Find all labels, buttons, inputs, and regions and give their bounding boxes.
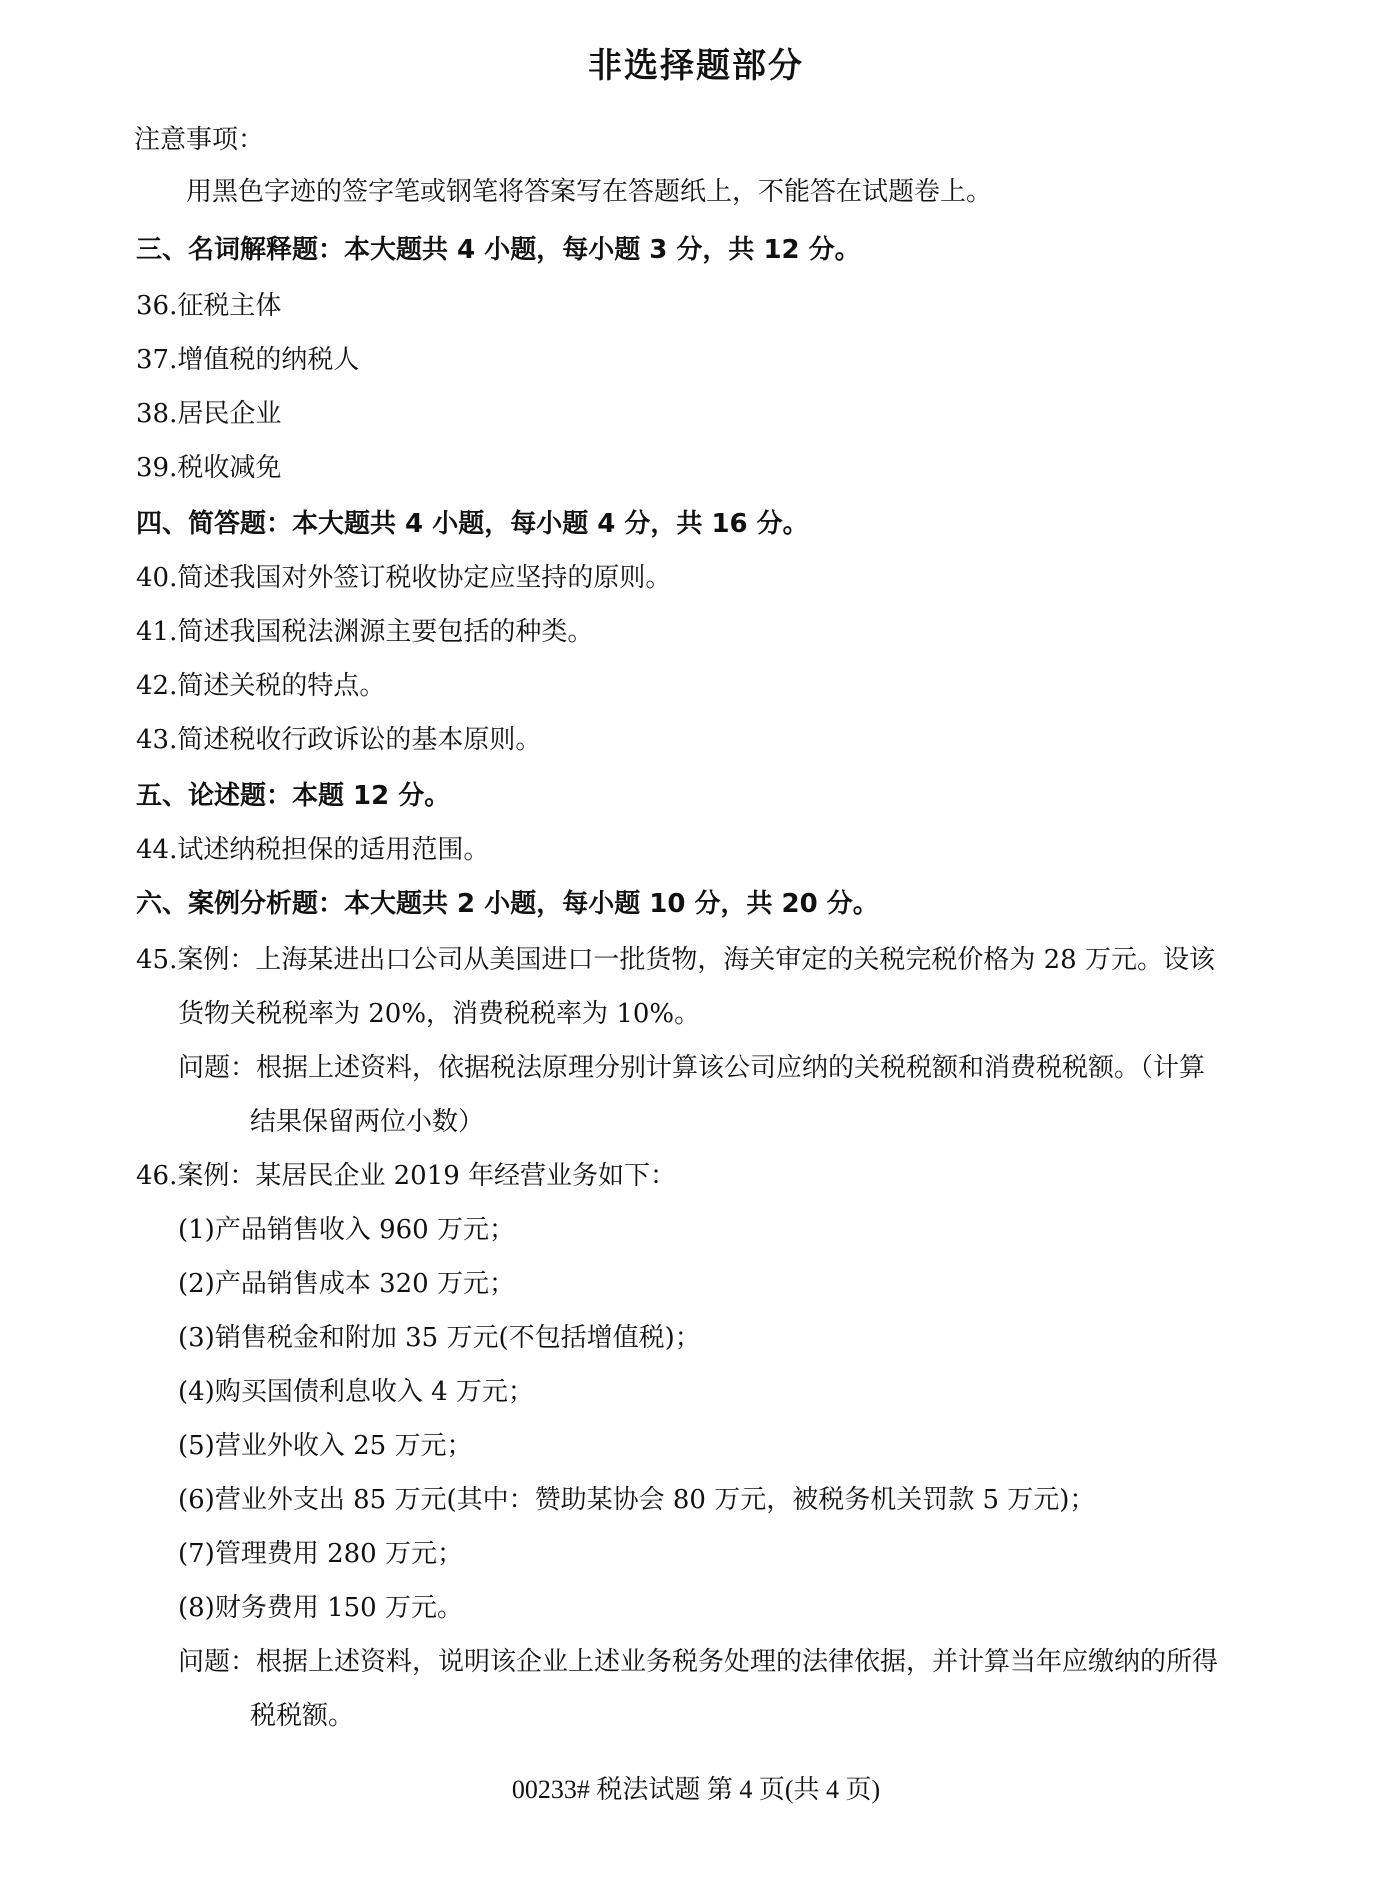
question-37: 37.增值税的纳税人	[136, 345, 360, 375]
question-46-item-1: (1)产品销售收入 960 万元；	[178, 1215, 515, 1245]
section-heading-4: 四、简答题：本大题共 4 小题，每小题 4 分，共 16 分。	[136, 509, 809, 539]
question-46-item-8: (8)财务费用 150 万元。	[178, 1593, 463, 1623]
question-46-item-5: (5)营业外收入 25 万元；	[178, 1431, 473, 1461]
question-46-item-2: (2)产品销售成本 320 万元；	[178, 1269, 515, 1299]
question-36: 36.征税主体	[136, 291, 282, 321]
question-40: 40.简述我国对外签订税收协定应坚持的原则。	[136, 563, 672, 593]
page-title: 非选择题部分	[588, 46, 804, 86]
question-46-prompt-2: 税税额。	[250, 1701, 355, 1731]
notice-label: 注意事项：	[134, 125, 265, 155]
question-44: 44.试述纳税担保的适用范围。	[136, 835, 490, 865]
page-footer: 00233# 税法试题 第 4 页(共 4 页)	[511, 1775, 881, 1804]
question-43: 43.简述税收行政诉讼的基本原则。	[136, 725, 542, 755]
question-38: 38.居民企业	[136, 399, 282, 429]
notice-text: 用黑色字迹的签字笔或钢笔将答案写在答题纸上，不能答在试题卷上。	[186, 177, 993, 207]
question-46-prompt-1: 问题：根据上述资料，说明该企业上述业务税务处理的法律依据，并计算当年应缴纳的所得	[178, 1647, 1219, 1677]
section-heading-3: 三、名词解释题：本大题共 4 小题，每小题 3 分，共 12 分。	[136, 235, 861, 265]
section-heading-6: 六、案例分析题：本大题共 2 小题，每小题 10 分，共 20 分。	[136, 889, 879, 919]
question-42: 42.简述关税的特点。	[136, 671, 386, 701]
question-46-item-7: (7)管理费用 280 万元；	[178, 1539, 463, 1569]
question-39: 39.税收减免	[136, 453, 282, 483]
question-46-item-6: (6)营业外支出 85 万元(其中：赞助某协会 80 万元，被税务机关罚款 5 万元)；	[178, 1485, 1096, 1515]
question-45-line-1: 45.案例：上海某进出口公司从美国进口一批货物，海关审定的关税完税价格为 28 万元。设该	[136, 945, 1215, 975]
question-46-item-3: (3)销售税金和附加 35 万元(不包括增值税)；	[178, 1323, 701, 1353]
question-45-line-2: 货物关税税率为 20%，消费税税率为 10%。	[178, 999, 701, 1029]
question-41: 41.简述我国税法渊源主要包括的种类。	[136, 617, 594, 647]
question-45-prompt-1: 问题：根据上述资料，依据税法原理分别计算该公司应纳的关税税额和消费税税额。（计算	[178, 1053, 1206, 1083]
section-heading-5: 五、论述题：本题 12 分。	[136, 781, 451, 811]
question-46-item-4: (4)购买国债利息收入 4 万元；	[178, 1377, 534, 1407]
question-45-prompt-2: 结果保留两位小数）	[250, 1107, 485, 1137]
question-46-line-1: 46.案例：某居民企业 2019 年经营业务如下：	[136, 1161, 677, 1191]
